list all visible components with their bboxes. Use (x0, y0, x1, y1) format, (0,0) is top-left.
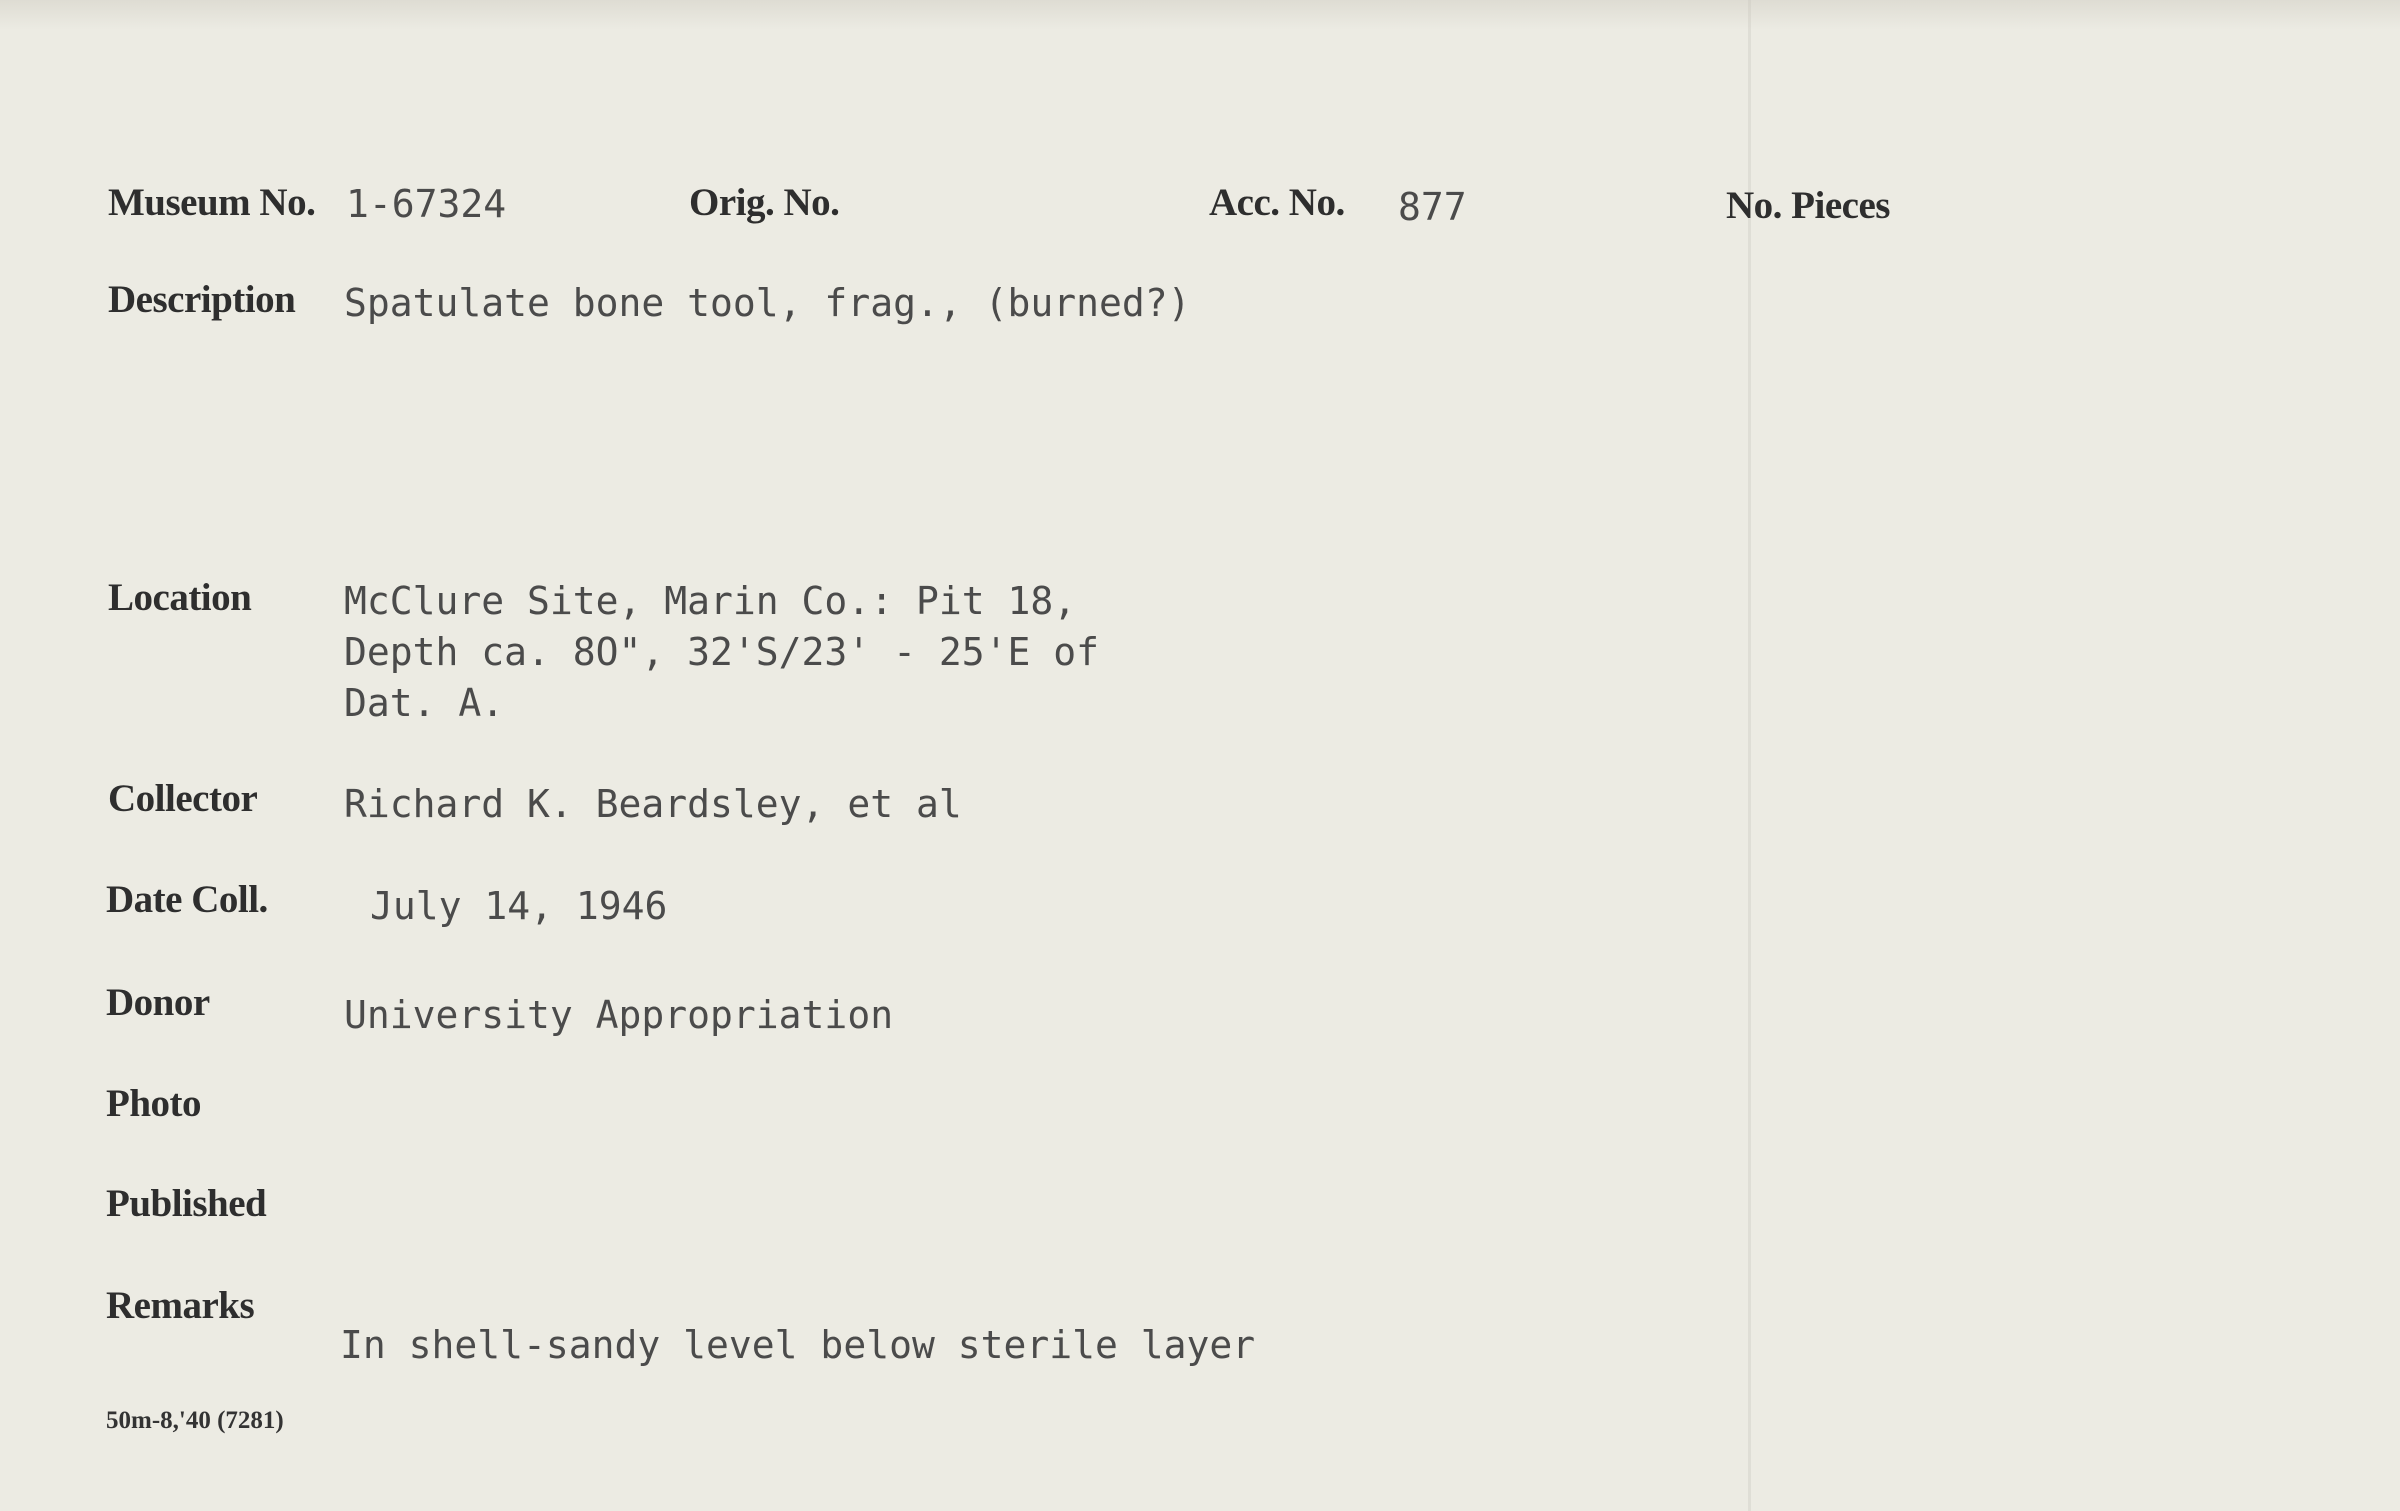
acc-no-value: 877 (1398, 185, 1467, 229)
location-value (344, 579, 1099, 732)
museum-no-value: 1-67324 (346, 182, 507, 226)
description-label: Description (108, 278, 296, 321)
location-line-1: McClure Site, Marin Co.: Pit 18, (344, 579, 1077, 623)
location-line-3: Dat. A. (344, 681, 505, 725)
remarks-label: Remarks (106, 1284, 255, 1327)
no-pieces-label: No. Pieces (1726, 184, 1890, 227)
location-line-2: Depth ca. 8O", 32'S/23' - 25'E of (344, 630, 1099, 674)
form-code: 50m-8,'40 (7281) (106, 1407, 284, 1434)
photo-label: Photo (106, 1082, 201, 1125)
orig-no-label: Orig. No. (689, 181, 840, 224)
remarks-value: In shell-sandy level below sterile layer (340, 1323, 1256, 1367)
published-label: Published (106, 1182, 267, 1225)
card-edge-shadow (0, 0, 2400, 30)
donor-value: University Appropriation (344, 993, 894, 1037)
acc-no-label: Acc. No. (1209, 181, 1345, 224)
museum-no-label: Museum No. (108, 181, 316, 224)
donor-label: Donor (106, 981, 210, 1024)
description-value: Spatulate bone tool, frag., (burned?) (344, 281, 1191, 325)
collector-value: Richard K. Beardsley, et al (344, 782, 962, 826)
collector-label: Collector (108, 777, 258, 820)
date-coll-value: July 14, 1946 (370, 884, 668, 928)
date-coll-label: Date Coll. (106, 878, 268, 921)
location-label: Location (108, 576, 252, 619)
